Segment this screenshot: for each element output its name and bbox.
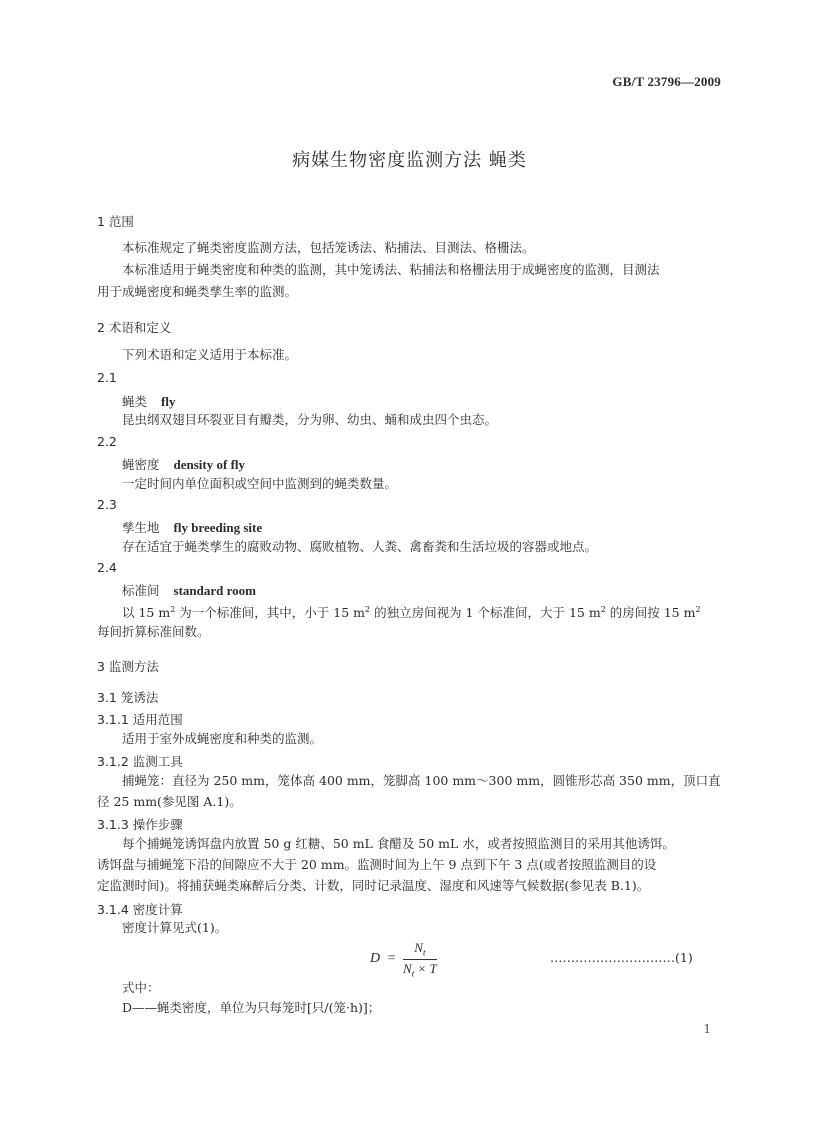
section-2-intro: 下列术语和定义适用于本标准。 xyxy=(122,347,298,362)
section-3-1-4-heading: 3.1.4 密度计算 xyxy=(97,902,183,917)
term-2-4-number: 2.4 xyxy=(97,560,117,575)
section-1-paragraph-2b: 用于成蝇密度和蝇类孳生率的监测。 xyxy=(97,284,298,299)
section-3-1-3-paragraph-b: 诱饵盘与捕蝇笼下沿的间隙应不大于 20 mm。监测时间为上午 9 点到下午 3 点(或者按照监测目的设 xyxy=(97,857,657,872)
standard-number: GB/T 23796—2009 xyxy=(612,74,721,89)
denominator-rest: × T xyxy=(417,960,437,976)
denominator-subscript: t xyxy=(411,968,415,979)
term-2-4-definition-a xyxy=(122,600,701,623)
term-cn: 蝇密度 xyxy=(122,457,160,472)
denominator-symbol: N xyxy=(403,960,412,976)
term-en: fly xyxy=(161,394,176,409)
term-2-3-definition: 存在适宜于蝇类孳生的腐败动物、腐败植物、人粪、禽畜粪和生活垃圾的容器或地点。 xyxy=(122,539,598,554)
term-cn: 蝇类 xyxy=(122,394,148,409)
numerator-symbol: N xyxy=(414,940,423,955)
term-2-2-number: 2.2 xyxy=(97,434,117,449)
section-1-heading: 1 范围 xyxy=(97,214,134,229)
where-label: 式中： xyxy=(122,980,160,995)
term-cn: 标准间 xyxy=(122,583,160,598)
numerator-subscript: t xyxy=(422,947,426,958)
section-1-paragraph-2a: 本标准适用于蝇类密度和种类的监测，其中笼诱法、粘捕法和格栅法用于成蝇密度的监测，目测法 xyxy=(122,262,660,277)
superscript: 2 xyxy=(170,605,176,614)
section-1-paragraph-1: 本标准规定了蝇类密度监测方法，包括笼诱法、粘捕法、目测法、格栅法。 xyxy=(122,240,535,255)
term-en: standard room xyxy=(173,583,256,598)
def-part: 的独立房间视为 1 个标准间，大于 15 m xyxy=(370,605,601,621)
term-2-1-definition: 昆虫纲双翅目环裂亚目有瓣类，分为卵、幼虫、蛹和成虫四个虫态。 xyxy=(122,412,498,427)
density-formula xyxy=(370,940,437,978)
section-3-1-heading: 3.1 笼诱法 xyxy=(97,690,159,705)
term-2-1-title xyxy=(122,392,175,410)
superscript: 2 xyxy=(695,605,701,614)
def-part: 的房间按 15 m xyxy=(605,605,696,621)
term-2-3-number: 2.3 xyxy=(97,497,117,512)
formula-lhs: D xyxy=(370,951,381,967)
term-2-2-title xyxy=(122,455,245,473)
formula-tag: …………………………(1) xyxy=(550,950,693,965)
section-3-1-4-paragraph: 密度计算见式(1)。 xyxy=(122,920,228,935)
term-en: fly breeding site xyxy=(173,520,263,535)
formula-denominator xyxy=(403,960,437,979)
term-2-4-title xyxy=(122,581,256,599)
def-part: 以 15 m xyxy=(122,605,171,621)
term-2-3-title xyxy=(122,518,262,536)
superscript: 2 xyxy=(365,605,371,614)
formula-fraction xyxy=(403,940,437,978)
term-en: density of fly xyxy=(173,457,246,472)
section-3-1-3-paragraph-c: 定监测时间)。将捕获蝇类麻醉后分类、计数，同时记录温度、湿度和风速等气候数据(参见表 B.1)。 xyxy=(97,878,650,893)
variable-d-definition: D——蝇类密度，单位为只每笼时[只/(笼·h)]； xyxy=(122,1000,381,1015)
section-3-1-1-heading: 3.1.1 适用范围 xyxy=(97,712,183,727)
term-2-4-definition-b: 每间折算标准间数。 xyxy=(97,624,210,639)
formula-equals: = xyxy=(387,951,396,967)
superscript: 2 xyxy=(600,605,606,614)
section-3-1-2-heading: 3.1.2 监测工具 xyxy=(97,754,183,769)
section-2-heading: 2 术语和定义 xyxy=(97,320,172,335)
section-3-1-3-paragraph-a: 每个捕蝇笼诱饵盘内放置 50 g 红糖、50 mL 食醋及 50 mL 水，或者按照监测目的采用其他诱饵。 xyxy=(122,836,675,851)
def-part: 为一个标准间，其中，小于 15 m xyxy=(175,605,365,621)
section-3-1-3-heading: 3.1.3 操作步骤 xyxy=(97,817,183,832)
term-2-1-number: 2.1 xyxy=(97,370,117,385)
section-3-1-2-paragraph-a: 捕蝇笼：直径为 250 mm，笼体高 400 mm，笼脚高 100 mm～300 mm，圆锥形芯高 350 mm，顶口直 xyxy=(122,773,721,788)
section-3-1-1-paragraph: 适用于室外成蝇密度和种类的监测。 xyxy=(122,731,323,746)
term-cn: 孳生地 xyxy=(122,520,160,535)
term-2-2-definition: 一定时间内单位面积或空间中监测到的蝇类数量。 xyxy=(122,476,398,491)
formula-numerator xyxy=(403,940,437,960)
document-title: 病媒生物密度监测方法 蝇类 xyxy=(292,150,527,171)
section-3-1-2-paragraph-b: 径 25 mm(参见图 A.1)。 xyxy=(97,794,242,809)
section-3-heading: 3 监测方法 xyxy=(97,659,159,674)
page-number: 1 xyxy=(703,1022,711,1036)
